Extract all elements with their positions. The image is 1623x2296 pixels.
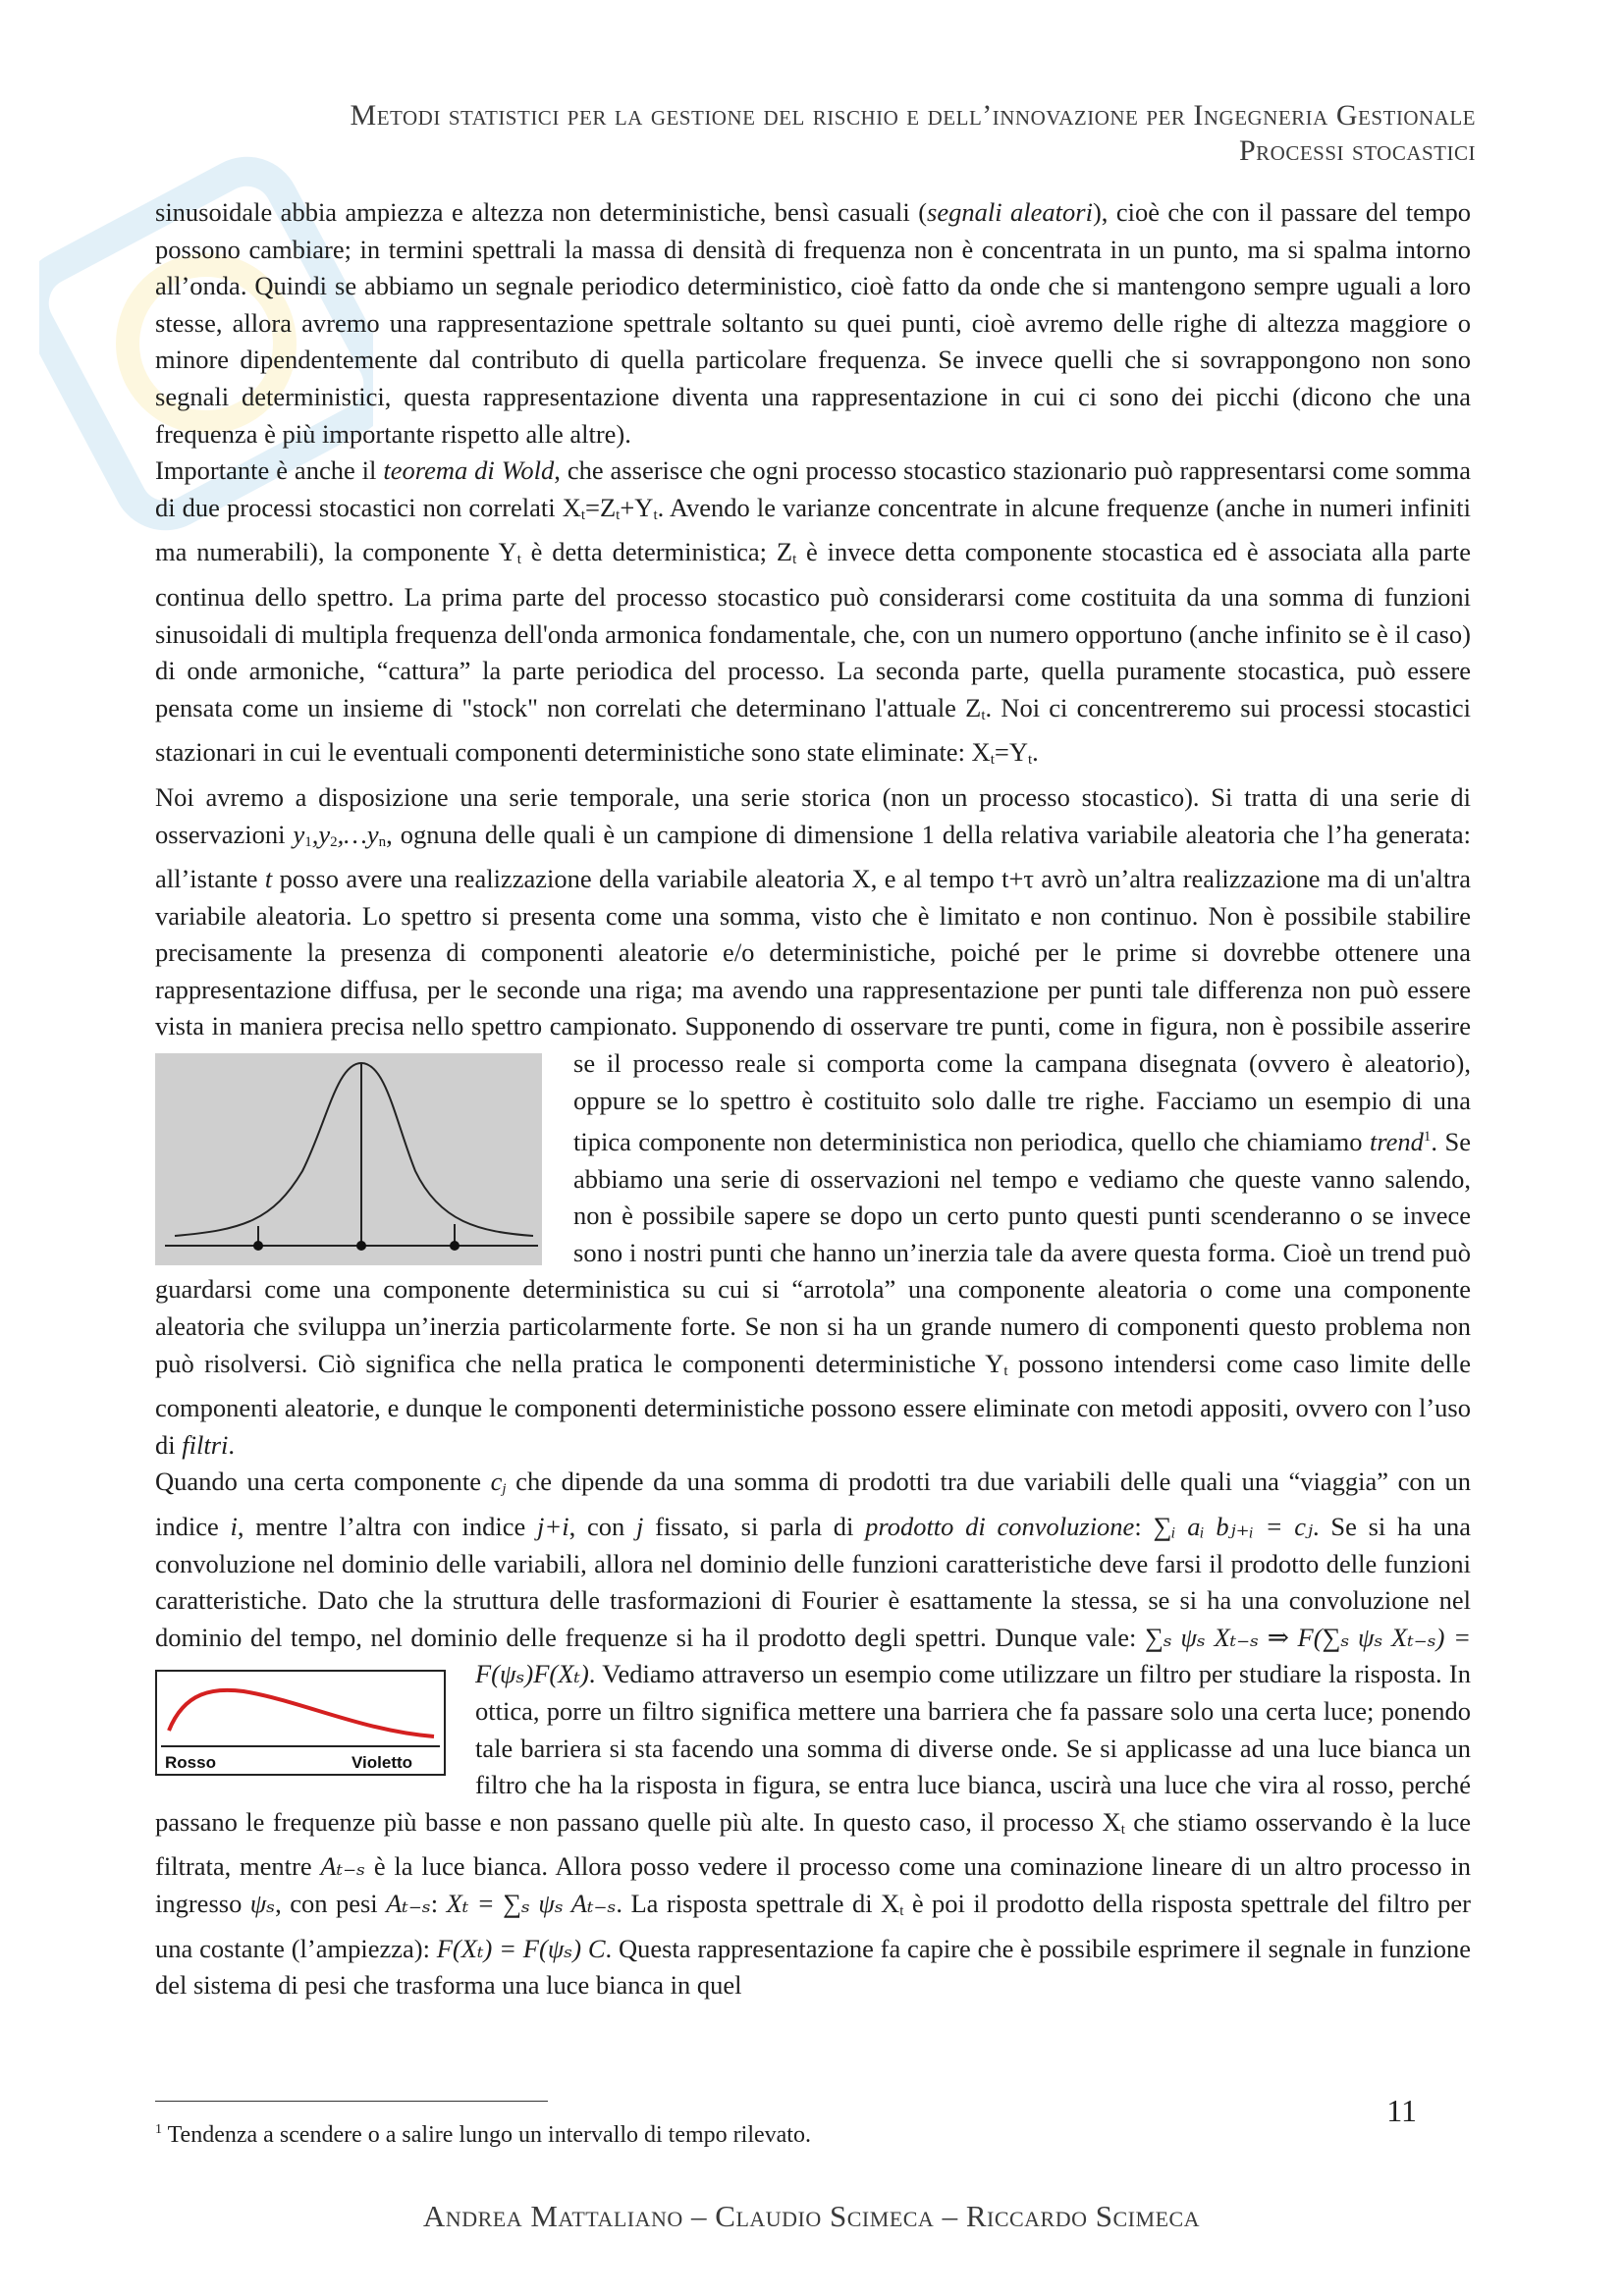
page-header xyxy=(351,98,1476,169)
sample-point-right xyxy=(450,1241,460,1251)
main-text xyxy=(155,194,1471,2004)
figure-background xyxy=(155,1053,542,1265)
filter-response-figure xyxy=(155,1670,446,1776)
sample-point-left xyxy=(253,1241,263,1251)
paragraph-4: Quando una certa componente $c_j$ che dipende da una somma di prodotti tra due variabili delle quali una “viaggia” con un indice i, mentre l’altra con indice j+i, con j fissato, si parla di prodotto di convoluzione: ∑ᵢ aᵢ bⱼ₊ᵢ = cⱼ. Se si ha una convoluzione nel dominio delle variabili, allora nel dominio delle funzioni caratteristiche deve farsi il prodotto delle funzioni caratteristiche. Dato che la struttura delle trasformazioni di Fourier è esattamente la stessa, se si ha una convoluzione nel dominio del tempo, nel dominio delle frequenze si ha il prodotto degli spettri. Dunque vale: ∑ₛ ψₛ Xₜ₋ₛ ⇒ F(∑ₛ ψₛ Xₜ₋ₛ) = F(ψₛ)F(Xₜ). Vediamo attraverso un Rosso Violetto esempio come utilizzare un filtro per studiare la risposta. In ottica, porre un filtro significa mettere una barriera che fa passare solo una certa luce; ponendo tale barriera si sta facendo una somma di diverse onde. Se si applicasse ad una luce bianca un filtro che ha la risposta in figura, se entra luce bianca, uscirà una luce che vira al rosso, perché passano le frequenze più basse e non passano quelle più alte. In questo caso, il processo $X_t$ che stiamo osservando è la luce filtrata, mentre Aₜ₋ₛ è la luce bianca. Allora posso vedere il processo come una cominazione lineare di un altro processo in ingresso ψₛ, con pesi Aₜ₋ₛ: Xₜ = ∑ₛ ψₛ Aₜ₋ₛ. La risposta spettrale di $X_t$ è poi il prodotto della risposta spettrale del filtro per una costante (l’ampiezza): F(Xₜ) = F(ψₛ) C. Questa rappresentazione fa capire che è possibile esprimere il segnale in funzione del sistema di pesi che trasforma una luce bianca in quel xyxy=(155,1467,1471,2001)
authors-footer: Andrea Mattaliano – Claudio Scimeca – Riccardo Scimeca xyxy=(422,2199,1201,2233)
header-subtitle: Processi stocastici xyxy=(1238,134,1476,167)
header-title: Metodi statistici per la gestione del rischio e dell’innovazione per Ingegneria Gestionale xyxy=(350,99,1476,132)
formula-convolution: ∑ᵢ aᵢ bⱼ₊ᵢ = cⱼ xyxy=(1153,1512,1313,1542)
label-rosso: Rosso xyxy=(165,1753,216,1773)
para3-before-figure: posso avere una realizzazione della variabile aleatoria X, e al tempo t+τ avrò un’altra realizzazione ma di un'altra variabile aleatoria. Lo spettro si presenta come una somma, visto che è limitato e non continuo. Non è possibile stabilire precisamente la presenza di componenti aleatorie e/o deterministiche, poiché per le prime si dovrebbe ottenere una rappresentazione diffusa, per le seconde una riga; ma avendo una rappresentazione per punti tale differenza non può essere vista in maniera precisa nello spettro campionato. Supponendo di osservare tre punti, come in figura, non è possibile asserire se il processo reale si comporta come la campana disegnata (ovvero è aleatorio), oppure se lo spettro è costituito solo dalle tre righe. Facciamo un esempio di una tipica componente non deterministica non periodica, quello che chiamiamo xyxy=(155,864,1471,1156)
bell-curve-figure xyxy=(155,1053,542,1265)
paragraph-1: sinusoidale abbia ampiezza e altezza non deterministiche, bensì casuali (segnali aleatori), cioè che con il passare del tempo possono cambiare; in termini spettrali la massa di densità di frequenza non è concentrata in un punto, ma si spalma intorno all’onda. Quindi se abbiamo un segnale periodico deterministico, cioè fatto da onde che si mantengono sempre uguali a loro stesse, allora avremo una rappresentazione spettrale soltanto su quei punti, cioè avremo delle righe di altezza maggiore o minore dipendentemente dal contributo di quella particolare frequenza. Se invece quelli che si sovrappongono non sono segnali deterministici, questa rappresentazione diventa una rappresentazione in cui ci sono dei picchi (dicono che una frequenza è più importante rispetto alle altre). xyxy=(155,197,1471,449)
label-violetto: Violetto xyxy=(352,1753,413,1773)
footnote-rule xyxy=(155,2101,548,2102)
page-number: 11 xyxy=(1386,2093,1417,2128)
sample-point-center xyxy=(356,1241,366,1251)
footnote: $^1$ Tendenza a scendere o a salire lungo un intervallo di tempo rilevato. xyxy=(155,2122,811,2148)
paragraph-3: Noi avremo a disposizione una serie temporale, una serie storica (non un processo stocastico). Si tratta di una serie di osservazioni $y_1,y_2,\dots y_n$, ognuna delle quali è un campione di dimensione 1 della relativa variabile aleatoria che l’ha generata: all’istante t posso avere una realizzazione della variabile aleatoria X, e al tempo t+τ avrò un’altra realizzazione ma di un'altra variabile aleatoria. Lo spettro si presenta come una somma, visto che è limitato e non continuo. Non è possibile stabilire precisamente la presenza di componenti aleatorie e/o deterministiche, poiché per le prime si dovrebbe ottenere una rappresentazione diffusa, per le seconde una riga; ma avendo una rappresentazione per punti tale differenza non può essere vista in maniera precisa nello spettro campionato. Supponendo di osservare tre punti, come in figura, non è possibile asserire se il processo reale si comporta come la campana disegnata (ovvero è aleatorio), oppure se lo spettro è costituito solo dalle tre righe. Facciamo un esempio di una tipica componente non deterministica non periodica, quello che chiamiamo trend$^1$. Se abbiamo una serie di osservazioni nel tempo e vediamo che queste vanno salendo, non è possibile sapere se dopo un certo punto questi punti scenderanno o se invece sono i nostri punti che hanno un’inerzia tale da avere questa forma. Cioè un trend può guardarsi come una componente deterministica su cui si “arrotola” una componente aleatoria o come una componente aleatoria che sviluppa un’inerzia particolarmente forte. Se non si ha un grande numero di componenti questo problema non può risolversi. Ciò significa che nella pratica le componenti deterministiche $Y_t$ possono intendersi come caso limite delle componenti aleatorie, e dunque le componenti deterministiche possono essere eliminate con metodi appositi, ovvero con l’uso di filtri. xyxy=(155,781,1471,1460)
formula-spectra: ∑ₛ ψₛ Xₜ₋ₛ ⇒ F(∑ₛ ψₛ Xₜ₋ₛ) = F(ψₛ)F(Xₜ) xyxy=(475,1622,1471,1689)
paragraph-2: Importante è anche il teorema di Wold, che asserisce che ogni processo stocastico stazionario può rappresentarsi come somma di due processi stocastici non correlati $X_t=Z_t+Y_t$. Avendo le varianze concentrate in alcune frequenze (anche in numeri infiniti ma numerabili), la componente $Y_t$ è detta deterministica; $Z_t$ è invece detta componente stocastica ed è associata alla parte continua dello spettro. La prima parte del processo stocastico può considerarsi come costituita da una somma di funzioni sinusoidali di multipla frequenza dell'onda armonica fondamentale, che, con un numero opportuno (anche infinito se è il caso) di onde armoniche, “cattura” la parte periodica del processo. La seconda parte, quella puramente stocastica, può essere pensata come un insieme di "stock" non correlati che determinano l'attuale $Z_t$. Noi ci concentreremo sui processi stocastici stazionari in cui le eventuali componenti deterministiche sono state eliminate: $X_t=Y_t$. xyxy=(155,455,1471,769)
